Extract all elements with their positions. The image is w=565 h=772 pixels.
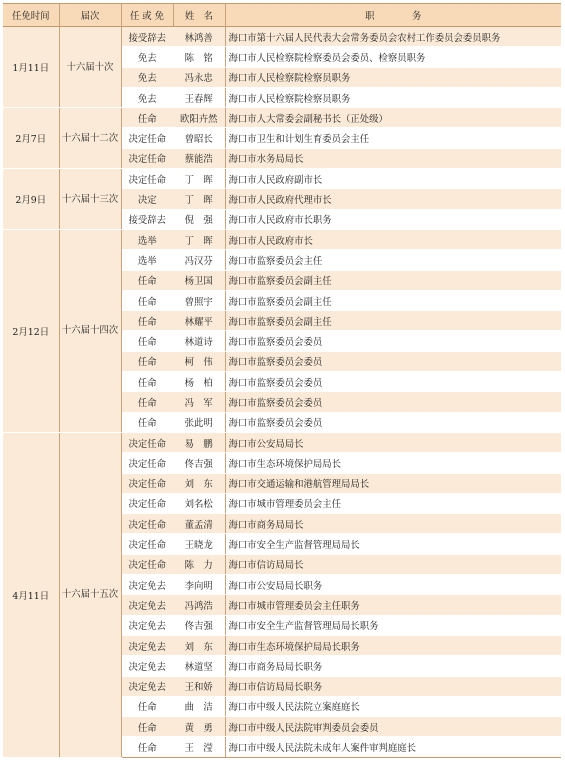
action-cell: 决定任命 <box>121 169 173 189</box>
duty-cell: 海口市人民检察院检察委员会委员、检察员职务 <box>225 47 561 67</box>
name-cell: 丁 晖 <box>173 169 225 189</box>
name-cell: 林道坚 <box>173 656 225 676</box>
session-cell: 十六届十四次 <box>59 229 121 432</box>
name-cell: 林耀平 <box>173 311 225 331</box>
name-cell: 陈 力 <box>173 554 225 574</box>
action-cell: 任命 <box>121 311 173 331</box>
action-cell: 决定任命 <box>121 554 173 574</box>
duty-cell: 海口市卫生和计划生育委员会主任 <box>225 128 561 148</box>
action-cell: 任命 <box>121 372 173 392</box>
name-cell: 曾照宇 <box>173 290 225 310</box>
name-cell: 刘 东 <box>173 635 225 655</box>
date-cell: 4月11日 <box>3 432 59 757</box>
duty-cell: 海口市中级人民法院立案庭庭长 <box>225 696 561 716</box>
appointments-table-container <box>3 3 561 758</box>
name-cell: 林鸿善 <box>173 27 225 47</box>
action-cell: 决定任命 <box>121 432 173 452</box>
session-cell: 十六届十三次 <box>59 169 121 230</box>
duty-cell: 海口市交通运输和港航管理局局长 <box>225 473 561 493</box>
name-cell: 冯 军 <box>173 392 225 412</box>
name-cell: 王 滢 <box>173 737 225 757</box>
name-cell: 欧阳卉然 <box>173 108 225 128</box>
duty-cell: 海口市城市管理委员会主任职务 <box>225 595 561 615</box>
name-cell: 丁 晖 <box>173 229 225 249</box>
action-cell: 决定任命 <box>121 148 173 168</box>
name-cell: 杨 柏 <box>173 372 225 392</box>
name-cell: 王春辉 <box>173 87 225 107</box>
duty-cell: 海口市人民政府市长职务 <box>225 209 561 229</box>
table-body <box>3 27 561 758</box>
action-cell: 决定免去 <box>121 615 173 635</box>
duty-cell: 海口市监察委员会副主任 <box>225 290 561 310</box>
name-cell: 刘 东 <box>173 473 225 493</box>
duty-cell: 海口市监察委员会副主任 <box>225 270 561 290</box>
name-cell: 冯鸿浩 <box>173 595 225 615</box>
session-cell: 十六届十五次 <box>59 432 121 757</box>
action-cell: 决定免去 <box>121 656 173 676</box>
header-action: 任 或 免 <box>121 4 173 27</box>
duty-cell: 海口市监察委员会委员 <box>225 372 561 392</box>
name-cell: 李向明 <box>173 575 225 595</box>
action-cell: 决定 <box>121 189 173 209</box>
duty-cell: 海口市监察委员会副主任 <box>225 311 561 331</box>
action-cell: 接受辞去 <box>121 27 173 47</box>
action-cell: 决定免去 <box>121 575 173 595</box>
action-cell: 任命 <box>121 351 173 371</box>
name-cell: 易 鹏 <box>173 432 225 452</box>
name-cell: 林道诗 <box>173 331 225 351</box>
date-cell: 2月7日 <box>3 108 59 169</box>
duty-cell: 海口市生态环境保护局局长 <box>225 453 561 473</box>
action-cell: 决定免去 <box>121 595 173 615</box>
action-cell: 任命 <box>121 412 173 432</box>
header-name: 姓 名 <box>173 4 225 27</box>
duty-cell: 海口市安全生产监督管理局局长 <box>225 534 561 554</box>
action-cell: 任命 <box>121 696 173 716</box>
name-cell: 冯永忠 <box>173 67 225 87</box>
action-cell: 选举 <box>121 229 173 249</box>
action-cell: 决定任命 <box>121 514 173 534</box>
name-cell: 刘名松 <box>173 493 225 513</box>
duty-cell: 海口市监察委员会委员 <box>225 351 561 371</box>
action-cell: 决定任命 <box>121 453 173 473</box>
name-cell: 佟吉强 <box>173 615 225 635</box>
action-cell: 决定免去 <box>121 635 173 655</box>
name-cell: 丁 晖 <box>173 189 225 209</box>
table-row <box>3 432 561 452</box>
duty-cell: 海口市商务局局长 <box>225 514 561 534</box>
table-row <box>3 169 561 189</box>
duty-cell: 海口市人民检察院检察员职务 <box>225 87 561 107</box>
duty-cell: 海口市公安局局长 <box>225 432 561 452</box>
name-cell: 柯 伟 <box>173 351 225 371</box>
name-cell: 杨卫国 <box>173 270 225 290</box>
duty-cell: 海口市监察委员会主任 <box>225 250 561 270</box>
session-cell: 十六届十次 <box>59 27 121 108</box>
duty-cell: 海口市信访局局长 <box>225 554 561 574</box>
duty-cell: 海口市公安局局长职务 <box>225 575 561 595</box>
action-cell: 决定任命 <box>121 493 173 513</box>
name-cell: 蔡能浩 <box>173 148 225 168</box>
action-cell: 免去 <box>121 87 173 107</box>
action-cell: 决定任命 <box>121 534 173 554</box>
action-cell: 任命 <box>121 392 173 412</box>
date-cell: 2月9日 <box>3 169 59 230</box>
duty-cell: 海口市人民政府市长 <box>225 229 561 249</box>
table-row <box>3 27 561 47</box>
name-cell: 陈 铭 <box>173 47 225 67</box>
action-cell: 任命 <box>121 737 173 757</box>
action-cell: 任命 <box>121 270 173 290</box>
date-cell: 2月12日 <box>3 229 59 432</box>
duty-cell: 海口市第十六届人民代表大会常务委员会农村工作委员会委员职务 <box>225 27 561 47</box>
table-header <box>3 4 561 27</box>
name-cell: 倪 强 <box>173 209 225 229</box>
action-cell: 选举 <box>121 250 173 270</box>
duty-cell: 海口市生态环境保护局局长职务 <box>225 635 561 655</box>
header-date: 任免时间 <box>3 4 59 27</box>
duty-cell: 海口市监察委员会委员 <box>225 412 561 432</box>
action-cell: 决定任命 <box>121 473 173 493</box>
action-cell: 任命 <box>121 717 173 737</box>
name-cell: 王晓龙 <box>173 534 225 554</box>
duty-cell: 海口市城市管理委员会主任 <box>225 493 561 513</box>
duty-cell: 海口市商务局局长职务 <box>225 656 561 676</box>
action-cell: 任命 <box>121 290 173 310</box>
duty-cell: 海口市人民政府副市长 <box>225 169 561 189</box>
name-cell: 冯汉芬 <box>173 250 225 270</box>
appointments-table <box>3 3 561 758</box>
action-cell: 任命 <box>121 108 173 128</box>
duty-cell: 海口市人民政府代理市长 <box>225 189 561 209</box>
header-duty: 职 务 <box>225 4 561 27</box>
name-cell: 张此明 <box>173 412 225 432</box>
action-cell: 任命 <box>121 331 173 351</box>
action-cell: 决定免去 <box>121 676 173 696</box>
name-cell: 佟吉强 <box>173 453 225 473</box>
action-cell: 接受辞去 <box>121 209 173 229</box>
name-cell: 王和娇 <box>173 676 225 696</box>
action-cell: 决定任命 <box>121 128 173 148</box>
duty-cell: 海口市水务局局长 <box>225 148 561 168</box>
header-session: 届次 <box>59 4 121 27</box>
name-cell: 黄 勇 <box>173 717 225 737</box>
duty-cell: 海口市人大常委会副秘书长（正处级） <box>225 108 561 128</box>
session-cell: 十六届十二次 <box>59 108 121 169</box>
duty-cell: 海口市信访局局长职务 <box>225 676 561 696</box>
action-cell: 免去 <box>121 47 173 67</box>
duty-cell: 海口市监察委员会委员 <box>225 392 561 412</box>
name-cell: 曾昭长 <box>173 128 225 148</box>
duty-cell: 海口市监察委员会委员 <box>225 331 561 351</box>
name-cell: 董孟清 <box>173 514 225 534</box>
action-cell: 免去 <box>121 67 173 87</box>
duty-cell: 海口市中级人民法院未成年人案件审判庭庭长 <box>225 737 561 757</box>
duty-cell: 海口市中级人民法院审判委员会委员 <box>225 717 561 737</box>
duty-cell: 海口市安全生产监督管理局局长职务 <box>225 615 561 635</box>
table-row <box>3 108 561 128</box>
name-cell: 曲 洁 <box>173 696 225 716</box>
table-row <box>3 229 561 249</box>
duty-cell: 海口市人民检察院检察员职务 <box>225 67 561 87</box>
date-cell: 1月11日 <box>3 27 59 108</box>
